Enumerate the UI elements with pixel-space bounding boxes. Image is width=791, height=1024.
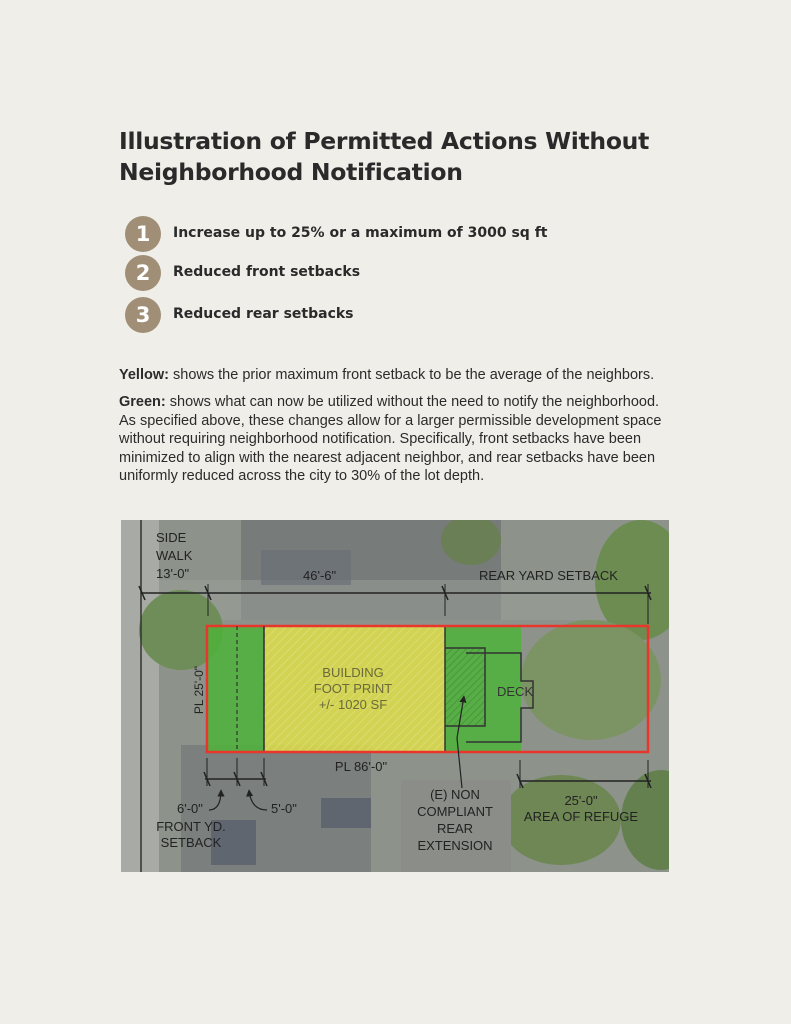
aerial-solar-panel [321,798,371,828]
building-label-1: BUILDING [322,665,384,680]
deck-label: DECK [497,684,534,699]
building-dimension: 46'-6" [303,568,337,583]
green-front-zone [207,626,264,752]
five-foot-label: 5'-0" [271,801,297,816]
green-text: shows what can now be utilized without the need to notify the neighborhood. As specified above, these changes allow for a larger permissible development space without requiring neighborhood notification. Specifically, front setbacks have been minimized to align with the nearest adjacent neighbor, and rear setbacks have been uniformly reduced across the city to 30% of the lot depth. [119,394,662,485]
building-label-3: +/- 1020 SF [318,697,388,712]
item-label: Increase up to 25% or a maximum of 3000 sq ft [173,225,548,241]
front-yard-label-2: SETBACK [160,835,222,850]
pl-width-label: PL 25'-0" [192,665,206,715]
list-item-1 [125,216,685,252]
green-description [119,393,679,486]
extension-label-3: REAR [436,821,474,836]
sidewalk-dimension: 13'-0" [156,566,190,581]
side-label: SIDE [156,530,187,545]
item-label: Reduced rear setbacks [173,306,354,322]
page-title: Illustration of Permitted Actions Without Neighborhood Notification [119,127,650,186]
extension-label-2: COMPLIANT [417,804,493,819]
rear-extension-hatch [445,648,485,726]
number-badge: 2 [125,255,161,291]
walk-label: WALK [156,548,193,563]
list-item-3 [125,297,685,333]
front-yard-label-1: FRONT YD. [156,819,226,834]
pl-length-label: PL 86'-0" [334,759,388,774]
refuge-label: AREA OF REFUGE [523,809,639,824]
extension-label-4: EXTENSION [417,838,493,853]
site-plan-diagram [121,520,669,872]
building-label-2: FOOT PRINT [313,681,393,696]
front-dimension-label: 6'-0" [177,801,203,816]
aerial-tree [521,620,661,740]
number-badge: 3 [125,297,161,333]
yellow-text: shows the prior maximum front setback to be the average of the neighbors. [173,367,655,383]
item-label: Reduced front setbacks [173,264,361,280]
aerial-sidewalk [121,520,159,872]
rear-yard-label: REAR YARD SETBACK [479,568,618,583]
extension-label-1: (E) NON [430,787,480,802]
number-badge: 1 [125,216,161,252]
yellow-term: Yellow: [119,367,169,383]
yellow-description [119,366,679,385]
refuge-dimension-label: 25'-0" [564,793,598,808]
green-term: Green: [119,394,166,410]
list-item-2 [125,255,685,291]
